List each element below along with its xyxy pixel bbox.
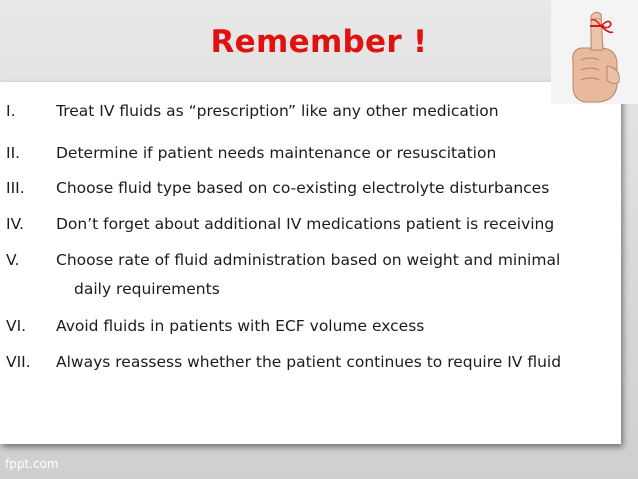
list-item-text: Always reassess whether the patient continues to require IV fluid	[56, 353, 562, 371]
footer-credit: fppt.com	[5, 457, 59, 471]
list-item-number: VI.	[6, 317, 27, 335]
list-item-text: Avoid fluids in patients with ECF volume excess	[56, 317, 425, 335]
list-item-text: Don’t forget about additional IV medications patient is receiving	[56, 215, 555, 233]
list-item-number: V.	[6, 251, 20, 269]
list-item-text: Choose fluid type based on co-existing electrolyte disturbances	[56, 179, 550, 197]
slide-title: Remember !	[210, 24, 428, 60]
list-item-text: Determine if patient needs maintenance or resuscitation	[56, 144, 497, 162]
list-item-number: I.	[6, 102, 16, 120]
list-item-number: VII.	[6, 353, 31, 371]
list-item-text: Treat IV fluids as “prescription” like any other medication	[56, 102, 499, 120]
list-item-number: III.	[6, 179, 25, 197]
list-item-number: IV.	[6, 215, 25, 233]
list-item-text: Choose rate of fluid administration based on weight and minimal	[56, 251, 561, 269]
list-item-continuation: daily requirements	[74, 280, 220, 298]
list-item-number: II.	[6, 144, 21, 162]
finger-with-string-icon	[551, 0, 638, 104]
